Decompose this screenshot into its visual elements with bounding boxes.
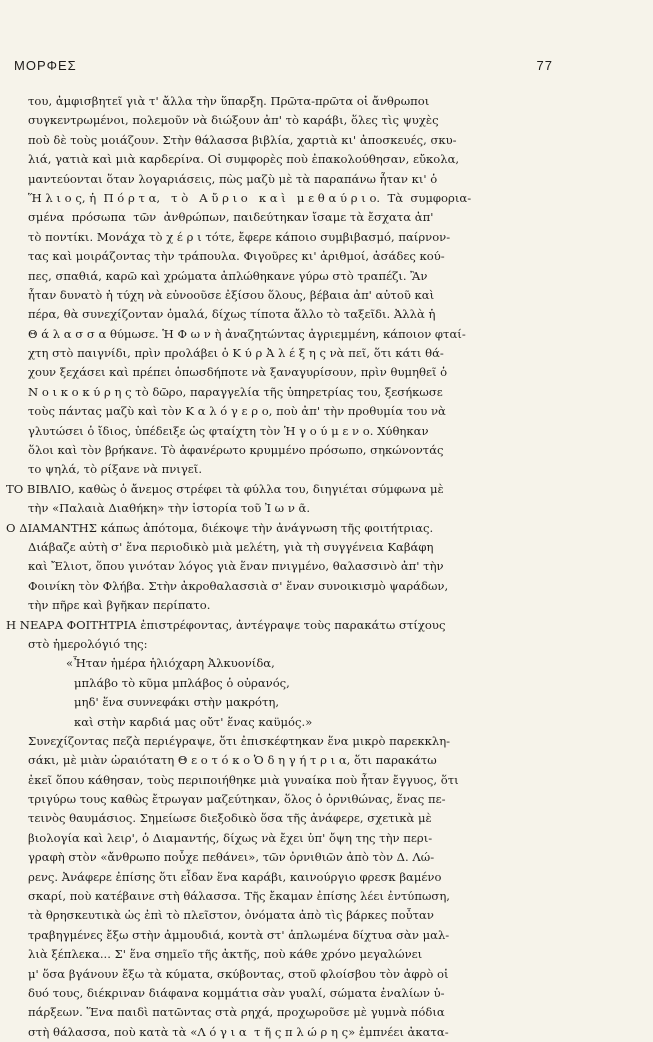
text-line: σμένα πρόσωπα τῶν ἀνθρώπων, παιδεύτηκαν ἴσαμε τὰ ἔσχατα ἀπ' — [28, 210, 434, 225]
text-line: ποὺ δὲ τοὺς μοιάζουν. Στὴν θάλασσα βιβλία, χαρτιὰ κι' ἀποσκευές, σκυ- — [28, 132, 457, 147]
text-line: καὶ στὴν καρδιά μας οὔτ' ἕνας καϋμός.» — [74, 714, 313, 729]
text-line: Ν ο ι κ ο κ ύ ρ η ς τὸ δῶρο, παραγγελία τῆς ὑπηρετρίας του, ξεσήκωσε — [28, 384, 443, 399]
text-line: τριγύρω τους καθὼς ἔτρωγαν μαζεύτηκαν, ὅλος ὁ ὀρνιθώνας, ἕνας πε- — [28, 792, 446, 807]
text-line: μπλάβο τὸ κῦμα μπλάβος ὁ οὐρανός, — [74, 675, 290, 690]
text-line: Συνεχίζοντας πεζὰ περιέγραψε, ὅτι ἐπισκέφτηκαν ἕνα μικρὸ παρεκκλη- — [28, 733, 451, 748]
text-line: τὴν πῆρε καὶ βγῆκαν περίπατο. — [28, 598, 211, 613]
text-line: λιά, γατιὰ καὶ μιὰ καρδερίνα. Οἱ συμφορὲς ποὺ ἐπακολούθησαν, εὔκολα, — [28, 152, 460, 167]
text-line: Ἥ λ ι ο ς, ἡ Π ό ρ τ α, τ ὸ Α ὔ ρ ι ο κ α ὶ μ ε θ α ύ ρ ι ο. Τὰ συμφορια- — [28, 190, 472, 205]
page-number: 77 — [536, 58, 553, 73]
text-line: «Ἦταν ἡμέρα ἡλιόχαρη Ἀλκυονίδα, — [66, 656, 275, 671]
text-line: ἐκεῖ ὅπου κάθησαν, τοὺς περιποιήθηκε μιὰ γυναίκα ποὺ ἦταν ἔγγυος, ὅτι — [28, 772, 459, 787]
text-line: συγκεντρωμένοι, πολεμοῦν νὰ διώξουν ἀπ' τὸ καράβι, ὅλες τὶς ψυχὲς — [28, 113, 439, 128]
text-line: τοὺς πάντας μαζὺ καὶ τὸν Κ α λ ό γ ε ρ ο, ποὺ ἀπ' τὴν προθυμία του νὰ — [28, 404, 446, 419]
text-line: στὴ θάλασσα, ποὺ κατὰ τὰ «Λ ό γ ι α τ ῆ ς π λ ώ ρ η ς» ἐμπνέει ἀκατα- — [28, 1024, 449, 1039]
text-line: στὸ ἡμερολόγιό της: — [28, 636, 148, 651]
text-line: του, ἀμφισβητεῖ γιὰ τ' ἄλλα τὴν ὕπαρξη. Πρῶτα-πρῶτα οἱ ἄνθρωποι — [28, 94, 430, 108]
text-line: Διάβαζε αὐτὴ σ' ἕνα περιοδικὸ μιὰ μελέτη, γιὰ τὴ συγγένεια Καβάφη — [28, 539, 434, 554]
text-line: λιὰ ξέπλεκα... Σ' ἕνα σημεῖο τῆς ἀκτῆς, ποὺ κάθε χρόνο μεγαλώνει — [28, 947, 423, 962]
text-line: ΤΟ ΒΙΒΛΙΟ, καθὼς ὁ ἄνεμος στρέφει τὰ φύλλα του, διηγιέται σύμφωνα μὲ — [6, 481, 444, 496]
text-line: Θ ά λ α σ σ α θύμωσε. Ἡ Φ ω ν ὴ ἀναζητώντας ἀγριεμμένη, κάποιον φταί- — [28, 326, 466, 341]
text-line: τραβηγμένες ἔξω στὴν ἀμμουδιά, κοντὰ στ' ἁπλωμένα δίχτυα σὰν μαλ- — [28, 927, 450, 942]
text-line: πες, σπαθιά, καρῶ καὶ χρώματα ἁπλώθηκανε γύρω στὸ τραπέζι. Ἂν — [28, 268, 428, 283]
text-line: τὰ θρησκευτικὰ ὡς ἐπὶ τὸ πλεῖστον, ὀνόματα ἀπὸ τὶς βάρκες ποὖταν — [28, 908, 434, 923]
running-head — [14, 58, 553, 73]
text-line: γραφὴ στὸν «ἄνθρωπο ποὖχε πεθάνει», τῶν ὀρνιθιῶν ἀπὸ τὸν Δ. Λώ- — [28, 850, 435, 865]
text-line: Η ΝΕΑΡΑ ΦΟΙΤΗΤΡΙΑ ἐπιστρέφοντας, ἀντέγραψε τοὺς παρακάτω στίχους — [6, 617, 446, 632]
journal-title: ΜΟΡΦΕΣ — [14, 58, 77, 73]
text-line: μηδ' ἕνα συννεφάκι στὴν μακρότη, — [74, 695, 280, 710]
text-line: ὅλοι καὶ τὸν βρήκανε. Τὸ ἀφανέρωτο κρυμμένο πρόσωπο, σηκώνοντάς — [28, 443, 444, 458]
text-line: καὶ Ἔλιοτ, ὅπου γινόταν λόγος γιὰ ἕναν πνιγμένο, θαλασσινὸ ἀπ' τὴν — [28, 559, 444, 574]
text-line: χουν ξεχάσει καὶ πρέπει ὁπωσδήποτε νὰ ξαναγυρίσουν, πρὶν θυμηθεῖ ὁ — [28, 365, 448, 380]
text-line: γλυτώσει ὁ ἴδιος, ὑπέδειξε ὡς φταίχτη τὸν Ἡ γ ο ύ μ ε ν ο. Χύθηκαν — [28, 423, 429, 438]
body-text — [6, 92, 554, 1042]
text-line: δυό τους, διέκριναν διάφανα κομμάτια σὰν γυαλί, σώματα ἐναλίων ὑ- — [28, 985, 445, 1000]
text-line: τας καὶ μοιράζοντας τὴν τράπουλα. Φιγοῦρες κι' ἀριθμοί, ἀσάδες κού- — [28, 249, 445, 264]
text-line: μ' ὅσα βγάνουν ἔξω τὰ κύματα, σκύβοντας, στοῦ φλοίσβου τὸν ἀφρὸ οἱ — [28, 966, 449, 981]
text-line: σάκι, μὲ μιὰν ὡραιότατη Θ ε ο τ ό κ ο Ὁ δ η γ ή τ ρ ι α, ὅτι παρακάτω — [28, 753, 437, 768]
text-line: βιολογία καὶ λειρ', ὁ Διαμαντής, δίχως νὰ ἔχει ὑπ' ὄψη της τὴν περι- — [28, 830, 433, 845]
text-line: Ο ΔΙΑΜΑΝΤΗΣ κάπως ἀπότομα, διέκοψε τὴν ἀνάγνωση τῆς φοιτήτριας. — [6, 520, 434, 535]
text-line: το ψηλά, τὸ ρίξανε νὰ πνιγεῖ. — [28, 462, 203, 477]
text-line: ρενς. Ἀνάφερε ἐπίσης ὅτι εἶδαν ἕνα καράβι, καινούργιο φρεσκ βαμένο — [28, 869, 442, 884]
text-line: ἦταν δυνατὸ ἡ τύχη νὰ εὐνοοῦσε ἐξίσου ὅλους, βέβαια ἀπ' αὐτοῦ καὶ — [28, 287, 435, 302]
text-line: μαντεύονται ὅταν λογαριάσεις, πὼς μαζὺ μὲ τὰ παραπάνω ἦταν κι' ὁ — [28, 171, 438, 186]
text-line: σκαρί, ποὺ κατέβαινε στὴ θάλασσα. Τῆς ἔκαμαν ἐπίσης λέει ἐντύπωση, — [28, 889, 450, 904]
text-line: πάρξεων. Ἕνα παιδὶ πατῶντας στὰ ρηχά, προχωροῦσε μὲ γυμνὰ πόδια — [28, 1005, 445, 1020]
text-line: τεινὸς θαυμάσιος. Σημείωσε διεξοδικὸ ὅσα τῆς ἀνάφερε, σχετικὰ μὲ — [28, 811, 432, 826]
text-line: Φοινίκη τὸν Φλήβα. Στὴν ἀκροθαλασσιὰ σ' ἕναν συνοικισμὸ ψαράδων, — [28, 578, 449, 593]
text-line: χτη στὸ παιγνίδι, πρὶν προλάβει ὁ Κ ύ ρ Ἀ λ έ ξ η ς νὰ πεῖ, ὅτι κάτι θά- — [28, 346, 444, 361]
text-line: τὴν «Παλαιὰ Διαθήκη» τὴν ἱστορία τοῦ Ἰ ω ν ᾶ. — [28, 501, 311, 516]
text-line: πέρα, θὰ συνεχίζονταν ὁμαλά, δίχως τίποτα ἄλλο τὸ ταξεῖδι. Ἀλλὰ ἡ — [28, 307, 436, 322]
text-line: τὸ ποντίκι. Μονάχα τὸ χ έ ρ ι τότε, ἔφερε κάποιο συμβιβασμό, παίρνον- — [28, 229, 451, 244]
